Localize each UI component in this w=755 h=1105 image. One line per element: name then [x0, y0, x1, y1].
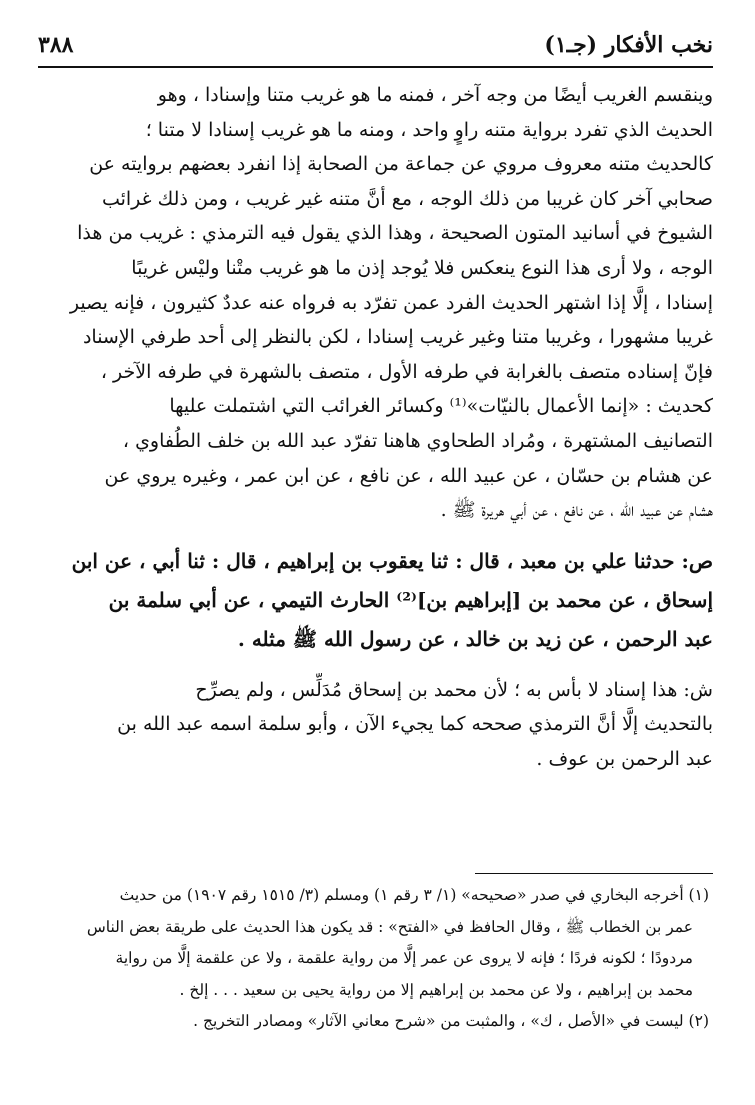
page-header [38, 26, 713, 68]
text-line: عن هشام بن حسّان ، عن عبيد الله ، عن نافع ، عن ابن عمر ، وغيره يروي عن [104, 464, 713, 487]
text-line: ش: هذا إسناد لا بأس به ؛ لأن محمد بن إسحاق مُدَلِّس ، ولم يصرِّح [195, 678, 713, 701]
footnote-line: مردودًا ؛ لكونه فردًا ؛ فإنه لا يروى عن عمر إلَّا من رواية علقمة ، ولا عن علقمة إلَّا من رواية [115, 949, 693, 967]
text-line: الحديث الذي تفرد برواية متنه راوٍ واحد ، ومنه ما هو غريب إسنادا لا متنا ؛ [145, 118, 713, 141]
text-line: كالحديث متنه معروف مروي عن جماعة من الصحابة إذا انفرد بعضهم بروايته عن [89, 153, 713, 176]
text-line: وينقسم الغريب أيضًا من وجه آخر ، فمنه ما هو غريب متنا وإسنادا ، وهو [157, 84, 713, 106]
running-title: نخب الأفكار (جـ١) [544, 32, 713, 58]
text-line: عبد الرحمن بن عوف . [536, 747, 713, 770]
text-line: غريبا مشهورا ، وغريبا متنا وغير غريب إسنادا ، لكن بالنظر إلى أحد طرفي الإسناد [82, 326, 713, 349]
footnote-line: (١) أخرجه البخاري في صدر «صحيحه» (١/ ٣ رقم ١) ومسلم (٣/ ١٥١٥ رقم ١٩٠٧) من حديث [119, 886, 709, 904]
text-line: الوجه ، ولا أرى هذا النوع ينعكس فلا يُوجد إذن ما هو غريب متْنا وليْس غريبًا [131, 256, 713, 279]
text-line: بالتحديث إلَّا أنَّ الترمذي صححه كما يجيء الآن ، وأبو سلمة اسمه عبد الله بن [117, 713, 713, 736]
footnote-line: عمر بن الخطاب ﷺ ، وقال الحافظ في «الفتح» : قد يكون هذا الحديث على طريقة بعض الناس [86, 917, 693, 936]
paragraph-hadith-chain [40, 542, 713, 659]
text-line: كحديث : «إنما الأعمال بالنيّات»⁽¹⁾ وكسائر الغرائب التي اشتملت عليها [169, 395, 713, 418]
text-line: إسنادا ، إلَّا إذا اشتهر الحديث الفرد عمن تفرّد به فرواه عنه عددٌ كثيرون ، فإنه يصير [69, 291, 713, 314]
text-line: الشيوخ في أسانيد المتون الصحيحة ، وهذا الذي يقول فيه الترمذي : غريب من هذا [77, 222, 713, 245]
footnotes [46, 880, 709, 1038]
text-line: هشام عن عبيد الله ، عن نافع ، عن أبي هريرة ﷺ . [440, 499, 713, 522]
text-line: فإنّ إسناده متصف بالغرابة في طرفه الأول ، متصف بالشهرة في طرفه الآخر ، [100, 360, 713, 383]
paragraph-commentary [40, 673, 713, 777]
page-number: ٣٨٨ [38, 32, 74, 58]
footnote-separator [475, 873, 713, 874]
text-line-bold: إسحاق ، عن محمد بن [إبراهيم بن]⁽²⁾ الحارث التيمي ، عن أبي سلمة بن [108, 587, 713, 612]
text-line: التصانيف المشتهرة ، ومُراد الطحاوي هاهنا تفرّد عبد الله بن خلف الطُفاوي ، [122, 429, 713, 452]
footnote-line: (٢) ليست في «الأصل ، ك» ، والمثبت من «شرح معاني الآثار» ومصادر التخريج . [193, 1012, 709, 1030]
text-line-bold: ص: حدثنا علي بن معبد ، قال : ثنا يعقوب بن إبراهيم ، قال : ثنا أبي ، عن ابن [71, 548, 713, 573]
footnote-line: محمد بن إبراهيم ، ولا عن محمد بن إبراهيم إلا من رواية يحيى بن سعيد . . . إلخ . [179, 980, 693, 999]
main-text [40, 78, 713, 777]
text-line: صحابي آخر كان غريبا من ذلك الوجه ، مع أنَّ متنه غير غريب ، ومن ذلك غرائب [101, 187, 713, 210]
text-line-bold: عبد الرحمن ، عن زيد بن خالد ، عن رسول الله ﷺ مثله . [237, 626, 713, 651]
paragraph-explanation [40, 78, 713, 528]
